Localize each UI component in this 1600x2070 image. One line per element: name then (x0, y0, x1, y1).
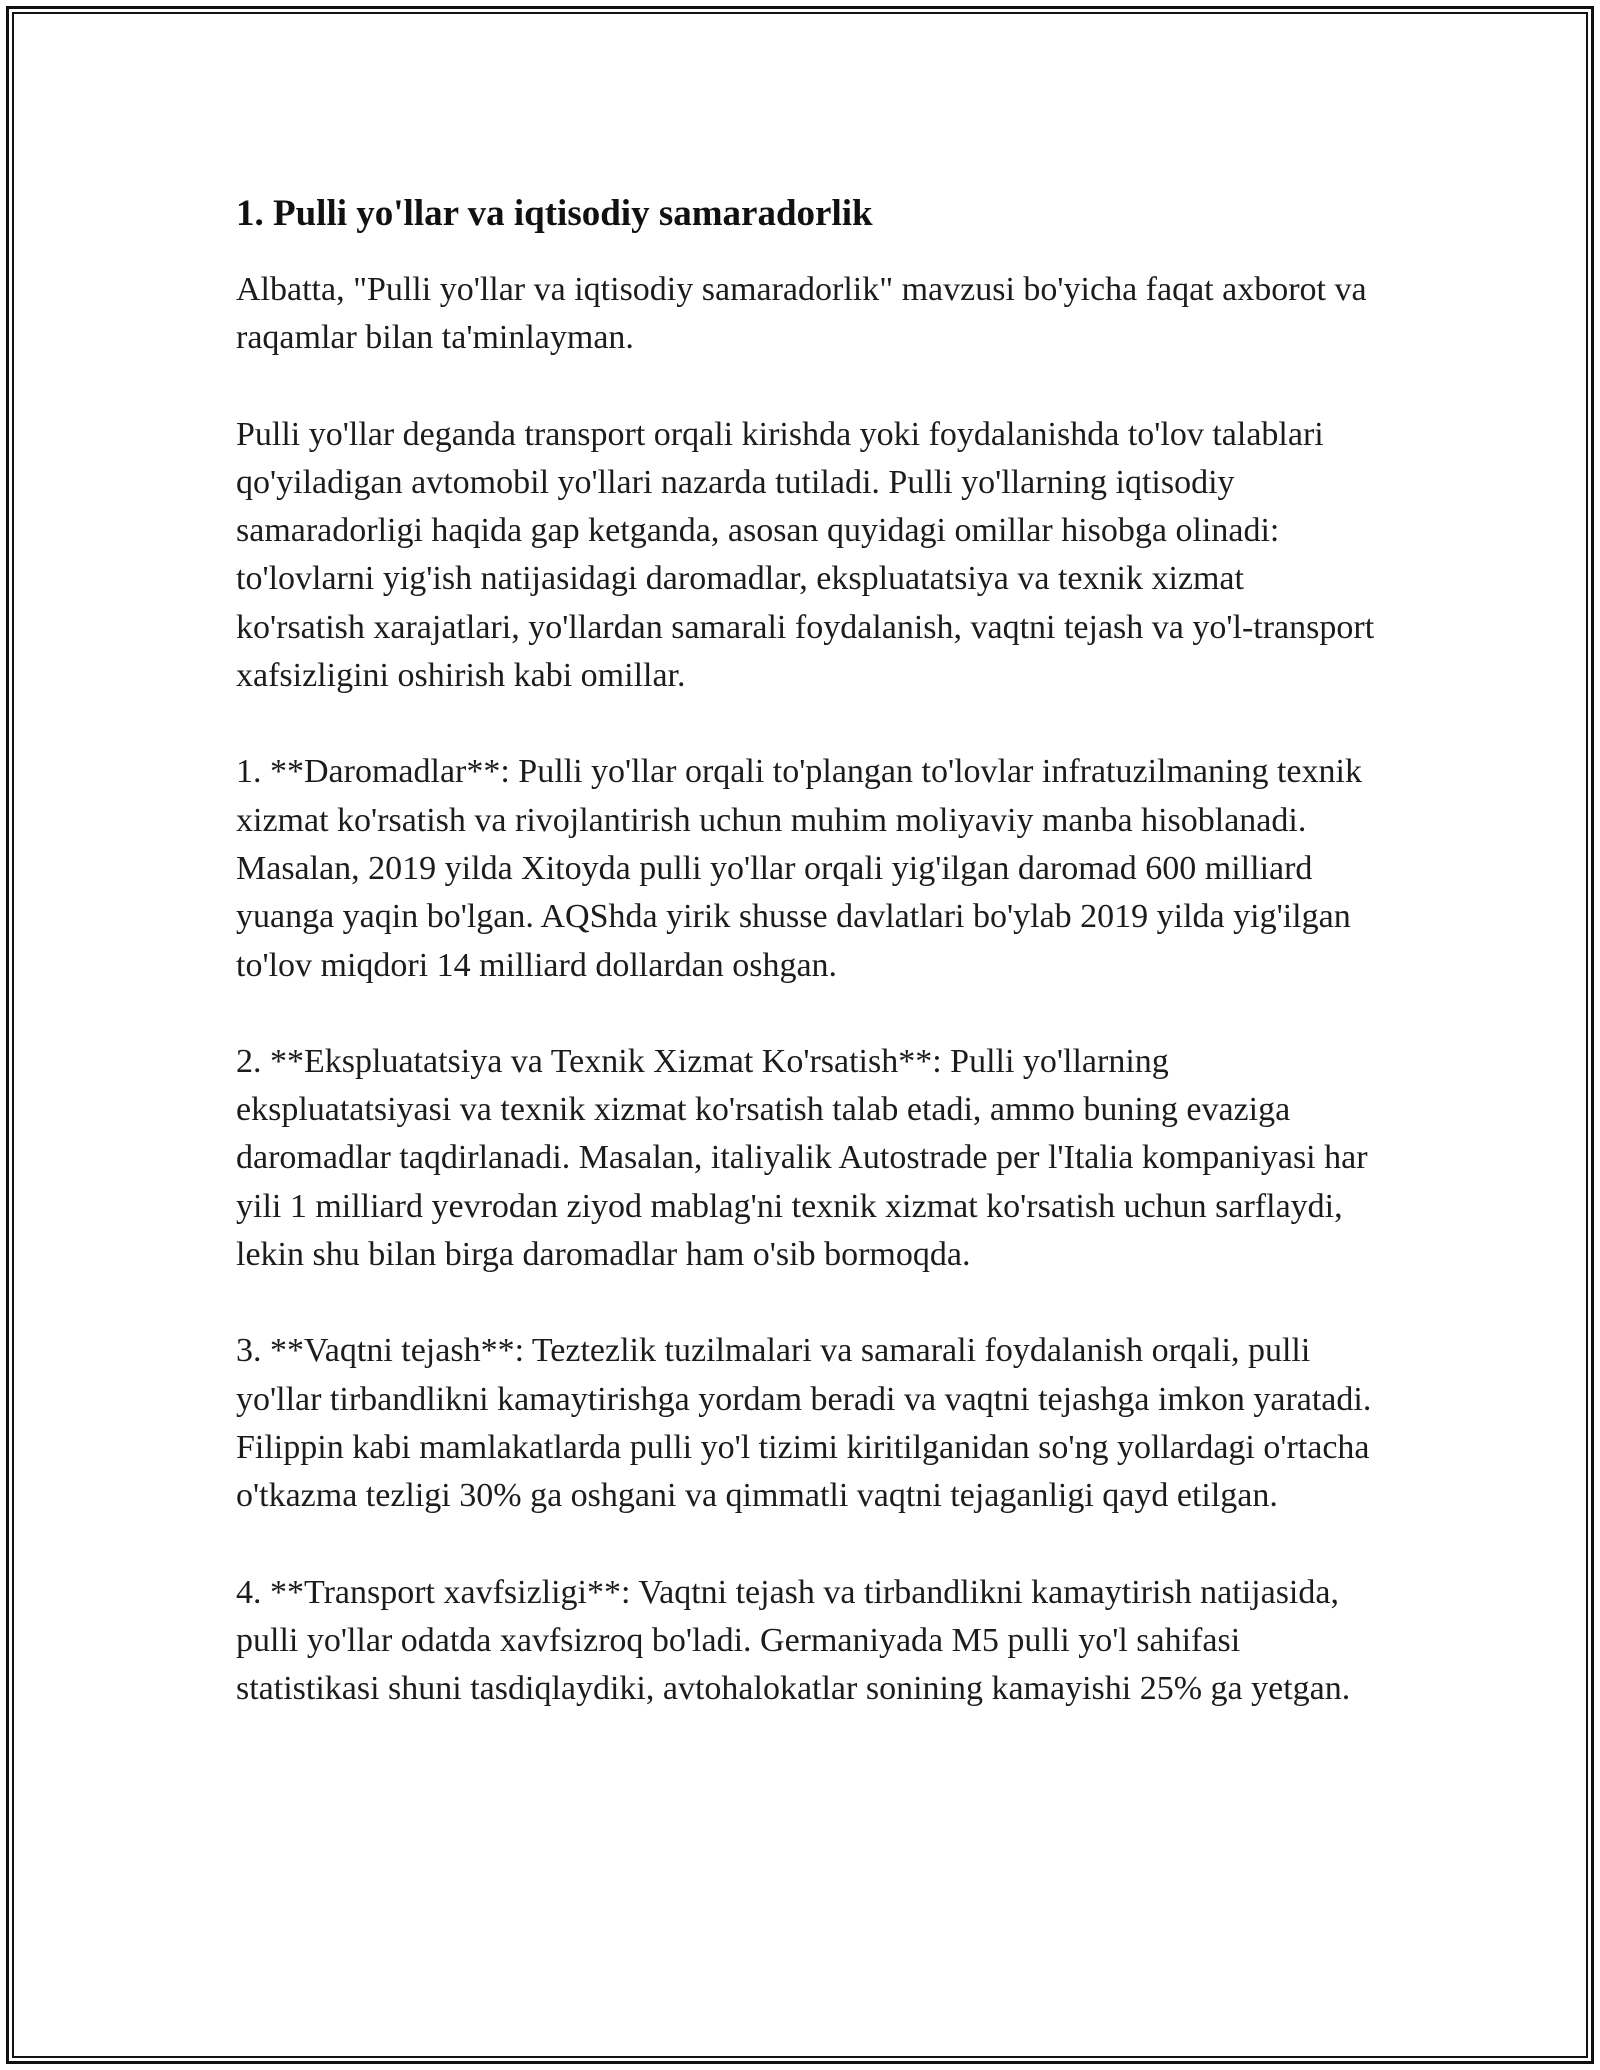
paragraph-intro: Albatta, "Pulli yo'llar va iqtisodiy samaradorlik" mavzusi bo'yicha faqat axborot va raqamlar bilan ta'minlayman. (236, 271, 1367, 357)
document-title: 1. Pulli yo'llar va iqtisodiy samaradorlik (236, 193, 873, 234)
document-body (236, 184, 1376, 1761)
paragraph-safety: 4. **Transport xavfsizligi**: Vaqtni tejash va tirbandlikni kamaytirish natijasida, pulli yo'llar odatda xavfsizroq bo'ladi. Germaniyada M5 pulli yo'l sahifasi statistikasi shuni tasdiqlaydiki, avtohalokatlar sonining kamayishi 25% ga yetgan. (236, 1573, 1351, 1708)
paragraph-revenues: 1. **Daromadlar**: Pulli yo'llar orqali to'plangan to'lovlar infratuzilmaning texnik xizmat ko'rsatish va rivojlantirish uchun muhim moliyaviy manba hisoblanadi. Masalan, 2019 yilda Xitoyda pulli yo'llar orqali yig'ilgan daromad 600 milliard yuanga yaqin bo'lgan. AQShda yirik shusse davlatlari bo'ylab 2019 yilda yig'ilgan to'lov miqdori 14 milliard dollardan oshgan. (236, 753, 1362, 984)
paragraph-time-saving: 3. **Vaqtni tejash**: Teztezlik tuzilmalari va samarali foydalanish orqali, pulli yo'llar tirbandlikni kamaytirishga yordam beradi va vaqtni tejashga imkon yaratadi. Filippin kabi mamlakatlarda pulli yo'l tizimi kiritilganidan so'ng yollardagi o'rtacha o'tkazma tezligi 30% ga oshgani va qimmatli vaqtni tejaganligi qayd etilgan. (236, 1332, 1372, 1515)
paragraph-definition: Pulli yo'llar deganda transport orqali kirishda yoki foydalanishda to'lov talablari qo'yiladigan avtomobil yo'llari nazarda tutiladi. Pulli yo'llarning iqtisodiy samaradorligi haqida gap ketganda, asosan quyidagi omillar hisobga olinadi: to'lovlarni yig'ish natijasidagi daromadlar, ekspluatatsiya va texnik xizmat ko'rsatish xarajatlari, yo'llardan samarali foydalanish, vaqtni tejash va yo'l-transport xafsizligini oshirish kabi omillar. (236, 415, 1375, 695)
paragraph-maintenance: 2. **Ekspluatatsiya va Texnik Xizmat Ko'rsatish**: Pulli yo'llarning ekspluatatsiyasi va texnik xizmat ko'rsatish talab etadi, ammo buning evaziga daromadlar taqdirlanadi. Masalan, italiyalik Autostrade per l'Italia kompaniyasi har yili 1 milliard yevrodan ziyod mablag'ni texnik xizmat ko'rsatish uchun sarflaydi, lekin shu bilan birga daromadlar ham o'sib bormoqda. (236, 1042, 1368, 1274)
